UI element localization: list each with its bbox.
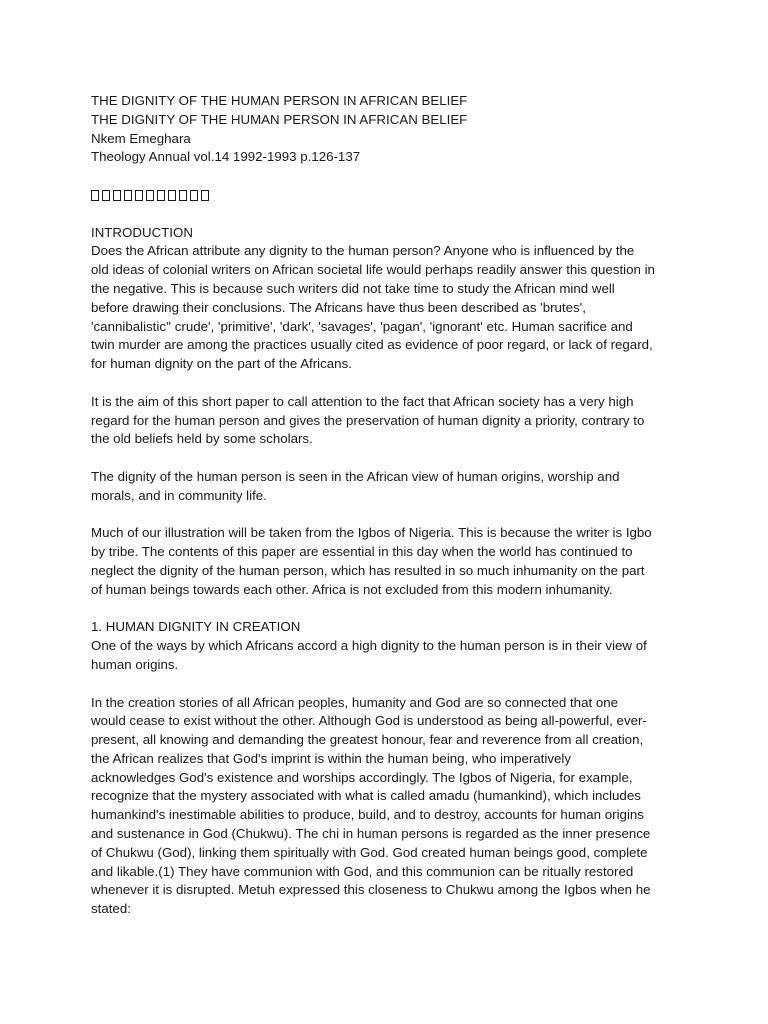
text-line: recognize that the mystery associated with what is called amadu (humankind), which includes <box>91 788 641 804</box>
text-line: for human dignity on the part of the Africans. <box>91 356 352 372</box>
missing-glyph-icon <box>91 190 99 201</box>
text-line: present, all knowing and demanding the greatest honour, fear and reverence from all creation, <box>91 732 644 748</box>
text-line: stated: <box>91 901 131 917</box>
text-line: 'cannibalistic'' crude', 'primitive', 'dark', 'savages', 'pagan', 'ignorant' etc. Human sacrifice and <box>91 318 633 334</box>
text-line: and sustenance in God (Chukwu). The chi in human persons is regarded as the inner presence <box>91 826 651 842</box>
missing-glyph-icon <box>124 190 132 201</box>
text-line: Much of our illustration will be taken from the Igbos of Nigeria. This is because the writer is Igbo <box>91 525 652 541</box>
text-line: the African realizes that God's imprint is within the human being, who imperatively <box>91 750 571 766</box>
intro-paragraph-4 <box>91 524 691 599</box>
text-line: the old beliefs held by some scholars. <box>91 431 313 447</box>
spacer <box>91 506 691 525</box>
missing-glyph-icon <box>201 190 209 201</box>
intro-paragraph-1 <box>91 242 691 374</box>
text-line: acknowledges God's existence and worships accordingly. The Igbos of Nigeria, for example, <box>91 769 633 785</box>
author-name: Nkem Emeghara <box>91 130 191 146</box>
text-line: would cease to exist without the other. Although God is understood as being all-powerful, ever- <box>91 713 647 729</box>
text-line: regard for the human person and gives the preservation of human dignity a priority, contrary to <box>91 412 645 428</box>
text-line: twin murder are among the practices usually cited as evidence of poor regard, or lack of regard, <box>91 337 653 353</box>
document-title-repeat: THE DIGNITY OF THE HUMAN PERSON IN AFRICAN BELIEF <box>91 111 468 127</box>
document-page <box>91 92 691 919</box>
text-line: morals, and in community life. <box>91 487 267 503</box>
section-heading-introduction: INTRODUCTION <box>91 224 193 240</box>
text-line: the negative. This is because such writers did not take time to study the African mind well <box>91 280 615 296</box>
intro-paragraph-3 <box>91 468 691 506</box>
spacer <box>91 449 691 468</box>
text-line: It is the aim of this short paper to call attention to the fact that African society has a very high <box>91 393 634 409</box>
missing-glyph-row <box>91 186 691 205</box>
missing-glyph-icon <box>113 190 121 201</box>
text-line: old ideas of colonial writers on African societal life would perhaps readily answer this question in <box>91 262 655 278</box>
text-line: whenever it is disrupted. Metuh expressed this closeness to Chukwu among the Igbos when he <box>91 882 651 898</box>
missing-glyph-icon <box>102 190 110 201</box>
missing-glyph-icon <box>179 190 187 201</box>
spacer <box>91 675 691 694</box>
document-title: THE DIGNITY OF THE HUMAN PERSON IN AFRICAN BELIEF <box>91 93 468 108</box>
text-line: The dignity of the human person is seen in the African view of human origins, worship and <box>91 468 620 484</box>
creation-paragraph-2 <box>91 694 691 920</box>
intro-paragraph-2 <box>91 393 691 449</box>
text-line: Does the African attribute any dignity to the human person? Anyone who is influenced by the <box>91 243 635 259</box>
text-line: by tribe. The contents of this paper are essential in this day when the world has continued to <box>91 544 633 560</box>
spacer <box>91 167 691 186</box>
text-line: before drawing their conclusions. The Africans have thus been described as 'brutes', <box>91 299 586 315</box>
text-line: of human beings towards each other. Africa is not excluded from this modern inhumanity. <box>91 581 613 597</box>
text-line: of Chukwu (God), linking them spiritually with God. God created human beings good, complete <box>91 844 648 860</box>
missing-glyph-icon <box>135 190 143 201</box>
missing-glyph-icon <box>168 190 176 201</box>
missing-glyph-icon <box>146 190 154 201</box>
text-line: human origins. <box>91 656 179 672</box>
text-line: neglect the dignity of the human person, which has resulted in so much inhumanity on the part <box>91 562 645 578</box>
text-line: and likable.(1) They have communion with God, and this communion can be ritually restored <box>91 863 634 879</box>
missing-glyph-icon <box>190 190 198 201</box>
missing-glyph-icon <box>157 190 165 201</box>
citation: Theology Annual vol.14 1992-1993 p.126-137 <box>91 149 361 165</box>
section-heading-creation: 1. HUMAN DIGNITY IN CREATION <box>91 619 301 635</box>
creation-paragraph-1 <box>91 637 691 675</box>
spacer <box>91 374 691 393</box>
text-line: One of the ways by which Africans accord a high dignity to the human person is in their view of <box>91 638 647 654</box>
text-line: In the creation stories of all African peoples, humanity and God are so connected that one <box>91 694 619 710</box>
text-line: humankind's inestimable abilities to produce, build, and to destroy, accounts for human origins <box>91 807 644 823</box>
spacer <box>91 205 691 224</box>
spacer <box>91 600 691 619</box>
